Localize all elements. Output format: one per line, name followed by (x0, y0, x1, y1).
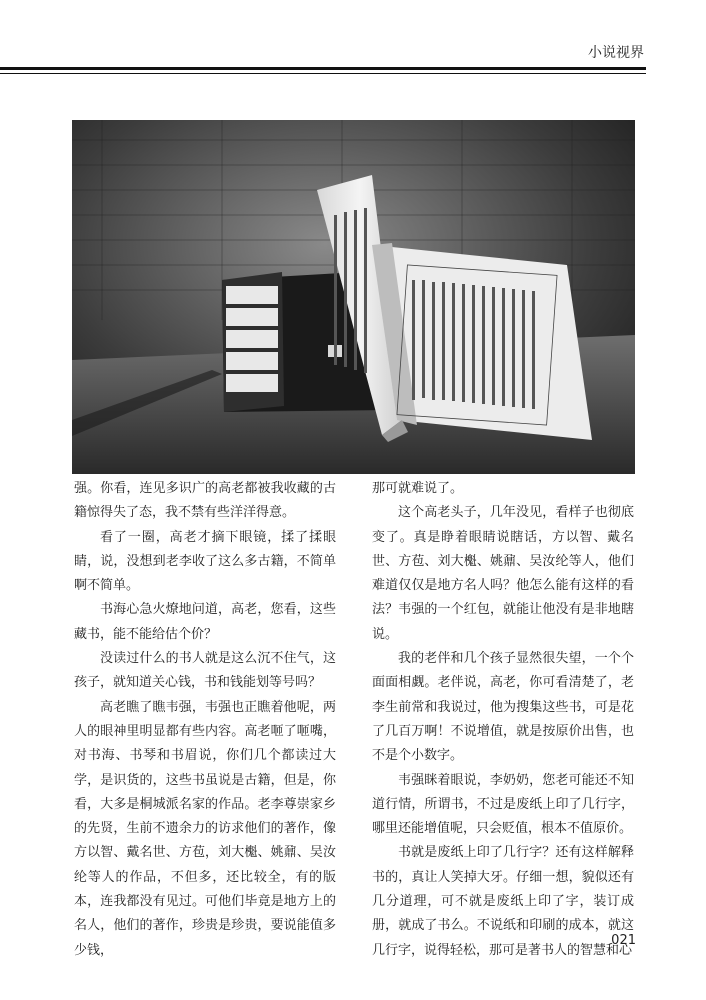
paragraph: 韦强眯着眼说，李奶奶，您老可能还不知道行情，所谓书，不过是废纸上印了几行字，哪里还能增值呢，只会贬值，根本不值原价。 (372, 772, 634, 837)
antique-book-illustration (72, 120, 635, 474)
paragraph: 没读过什么的书人就是这么沉不住气，这孩子，就知道关心钱，书和钱能划等号吗？ (74, 651, 336, 691)
antique-book-photo (72, 120, 635, 474)
article-column-left (74, 477, 336, 963)
paragraph: 我的老伴和几个孩子显然很失望，一个个面面相觑。老伴说，高老，你可看清楚了，老李生前常和我说过，他为搜集这些书，可是花了几百万啊！不说增值，就是按原价出售，也不是个小数字。 (372, 651, 634, 764)
header-rule-thin (0, 73, 646, 74)
paragraph: 这个高老头子，几年没见，看样子也彻底变了。真是睁着眼睛说瞎话，方以智、戴名世、方苞、刘大櫆、姚鼐、吴汝纶等人，他们难道仅仅是地方名人吗？他怎么能有这样的看法？韦强的一个红包，就能让他没有是非地瞎说。 (372, 505, 634, 642)
paragraph: 书就是废纸上印了几行字？还有这样解释书的，真让人笑掉大牙。仔细一想，貌似还有几分道理，可不就是废纸上印了字，装订成册，就成了书么。不说纸和印刷的成本，就这几行字，说得轻松，那可是著书人的智慧和心 (372, 845, 634, 958)
paragraph: 那可就难说了。 (372, 481, 464, 496)
paragraph: 高老瞧了瞧韦强，韦强也正瞧着他呢，两人的眼神里明显都有些内容。高老咂了咂嘴，对书海、书琴和书眉说，你们几个都读过大学，是识货的，这些书虽说是古籍，但是，你看，大多是桐城派名家的作品。老李尊崇家乡的先贤，生前不遗余力的访求他们的著作，像方以智、戴名世、方苞，刘大櫆、姚鼐、吴汝纶等人的作品，不但多，还比较全，有的版本，连我都没有见过。可他们毕竟是地方上的名人，他们的著作，珍贵是珍贵，要说能值多少钱， (74, 699, 336, 958)
paragraph: 看了一圈，高老才摘下眼镜，揉了揉眼睛，说，没想到老李收了这么多古籍，不简单啊不简单。 (74, 529, 336, 594)
paragraph: 书海心急火燎地问道，高老，您看，这些藏书，能不能给估个价？ (74, 602, 336, 642)
section-title: 小说视界 (588, 45, 644, 61)
page-number: 021 (611, 933, 636, 948)
paragraph: 强。你看，连见多识广的高老都被我收藏的古籍惊得失了态，我不禁有些洋洋得意。 (74, 481, 336, 521)
article-column-right (372, 477, 634, 963)
header-rule-thick (0, 67, 646, 70)
